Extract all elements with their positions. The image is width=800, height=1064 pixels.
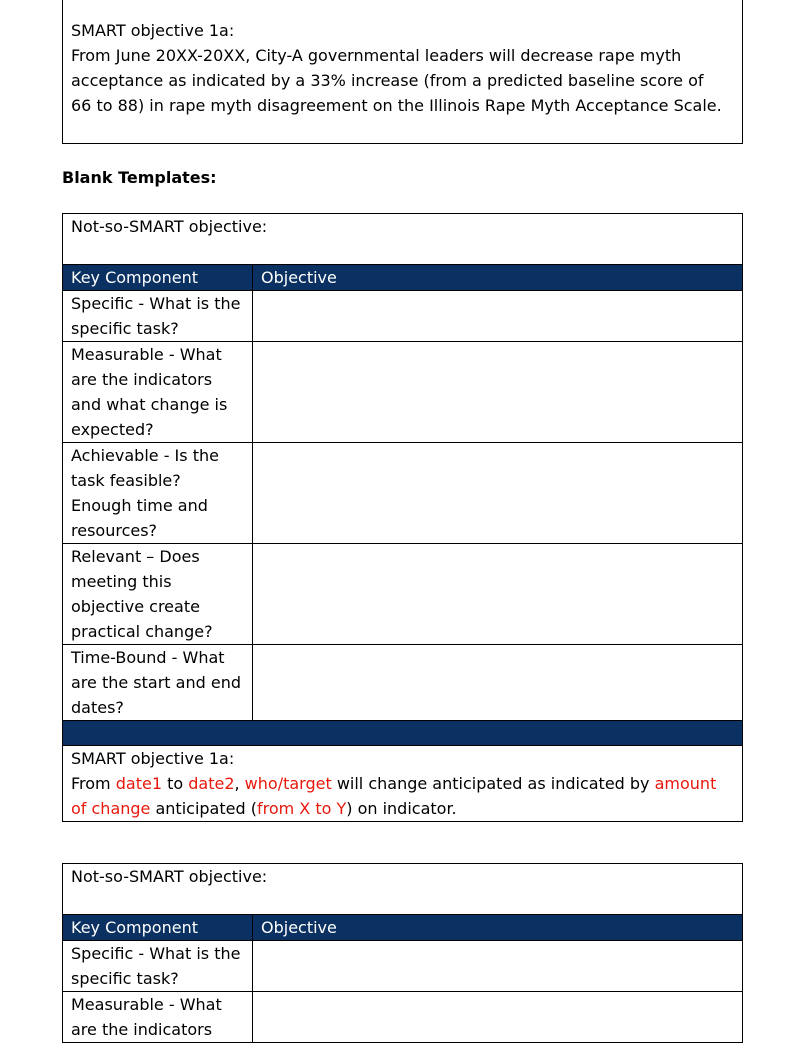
label-line: are the indicators	[71, 370, 213, 389]
text-anticipated: anticipated (	[150, 799, 257, 818]
text-to: to	[162, 774, 189, 793]
smart-objective-line-3: 66 to 88) in rape myth disagreement on the Illinois Rape Myth Acceptance Scale.	[71, 96, 722, 115]
smart-template-line-1	[71, 771, 734, 796]
objective-cell-specific[interactable]	[253, 291, 743, 342]
placeholder-amount: amount	[654, 774, 717, 793]
header-key-component: Key Component	[63, 265, 253, 291]
smart-objective-title: SMART objective 1a:	[71, 21, 235, 40]
objective-cell-time-bound[interactable]	[253, 645, 743, 721]
label-line: specific task?	[71, 969, 179, 988]
objective-cell-specific[interactable]	[253, 941, 743, 992]
not-so-smart-objective-label: Not-so-SMART objective:	[71, 217, 268, 236]
not-so-smart-objective-cell[interactable]	[63, 864, 743, 915]
label-line: Measurable - What	[71, 345, 222, 364]
label-line: Relevant – Does	[71, 547, 200, 566]
placeholder-of-change: of change	[71, 799, 151, 818]
table-row	[63, 992, 743, 1043]
label-line: meeting this	[71, 572, 172, 591]
text-comma: ,	[234, 774, 245, 793]
label-line: Specific - What is the	[71, 294, 241, 313]
smart-template-line-2	[71, 796, 734, 821]
row-label-relevant	[63, 544, 253, 645]
blank-template-2	[62, 863, 743, 1043]
not-so-smart-objective-label: Not-so-SMART objective:	[71, 867, 268, 886]
label-line: Measurable - What	[71, 995, 222, 1014]
table-row	[63, 544, 743, 645]
objective-cell-measurable[interactable]	[253, 342, 743, 443]
label-line: specific task?	[71, 319, 179, 338]
divider-bar	[63, 721, 743, 746]
row-label-measurable	[63, 342, 253, 443]
header-objective: Objective	[253, 915, 743, 941]
row-label-measurable	[63, 992, 253, 1043]
label-line: objective create	[71, 597, 200, 616]
placeholder-from-x-to-y: from X to Y	[256, 799, 347, 818]
smart-objective-template-cell[interactable]	[63, 746, 743, 822]
objective-cell-achievable[interactable]	[253, 443, 743, 544]
smart-objective-line-2: acceptance as indicated by a 33% increase (from a predicted baseline score of	[71, 71, 704, 90]
row-label-specific	[63, 941, 253, 992]
objective-cell-measurable[interactable]	[253, 992, 743, 1043]
header-objective: Objective	[253, 265, 743, 291]
label-line: Enough time and	[71, 496, 208, 515]
smart-template-title: SMART objective 1a:	[71, 749, 235, 768]
text-from: From	[71, 774, 116, 793]
label-line: dates?	[71, 698, 124, 717]
placeholder-date2: date2	[188, 774, 235, 793]
table-row	[63, 291, 743, 342]
label-line: expected?	[71, 420, 154, 439]
objective-cell-relevant[interactable]	[253, 544, 743, 645]
text-on-indicator: ) on indicator.	[346, 799, 457, 818]
blank-templates-heading: Blank Templates:	[62, 168, 217, 187]
label-line: are the indicators	[71, 1020, 213, 1039]
smart-objective-line-1: From June 20XX-20XX, City-A governmental leaders will decrease rape myth	[71, 46, 682, 65]
placeholder-who-target: who/target	[244, 774, 332, 793]
label-line: are the start and end	[71, 673, 241, 692]
row-label-specific	[63, 291, 253, 342]
not-so-smart-objective-cell[interactable]	[63, 214, 743, 265]
placeholder-date1: date1	[115, 774, 162, 793]
text-middle: will change anticipated as indicated by	[331, 774, 655, 793]
table-row	[63, 342, 743, 443]
smart-objective-example-box	[62, 0, 743, 144]
table-row	[63, 645, 743, 721]
table-row	[63, 443, 743, 544]
label-line: Achievable - Is the	[71, 446, 219, 465]
row-label-time-bound	[63, 645, 253, 721]
label-line: Specific - What is the	[71, 944, 241, 963]
label-line: task feasible?	[71, 471, 181, 490]
header-key-component: Key Component	[63, 915, 253, 941]
label-line: and what change is	[71, 395, 228, 414]
table-row	[63, 941, 743, 992]
blank-template-1	[62, 213, 743, 822]
label-line: practical change?	[71, 622, 213, 641]
label-line: Time-Bound - What	[71, 648, 225, 667]
row-label-achievable	[63, 443, 253, 544]
label-line: resources?	[71, 521, 158, 540]
